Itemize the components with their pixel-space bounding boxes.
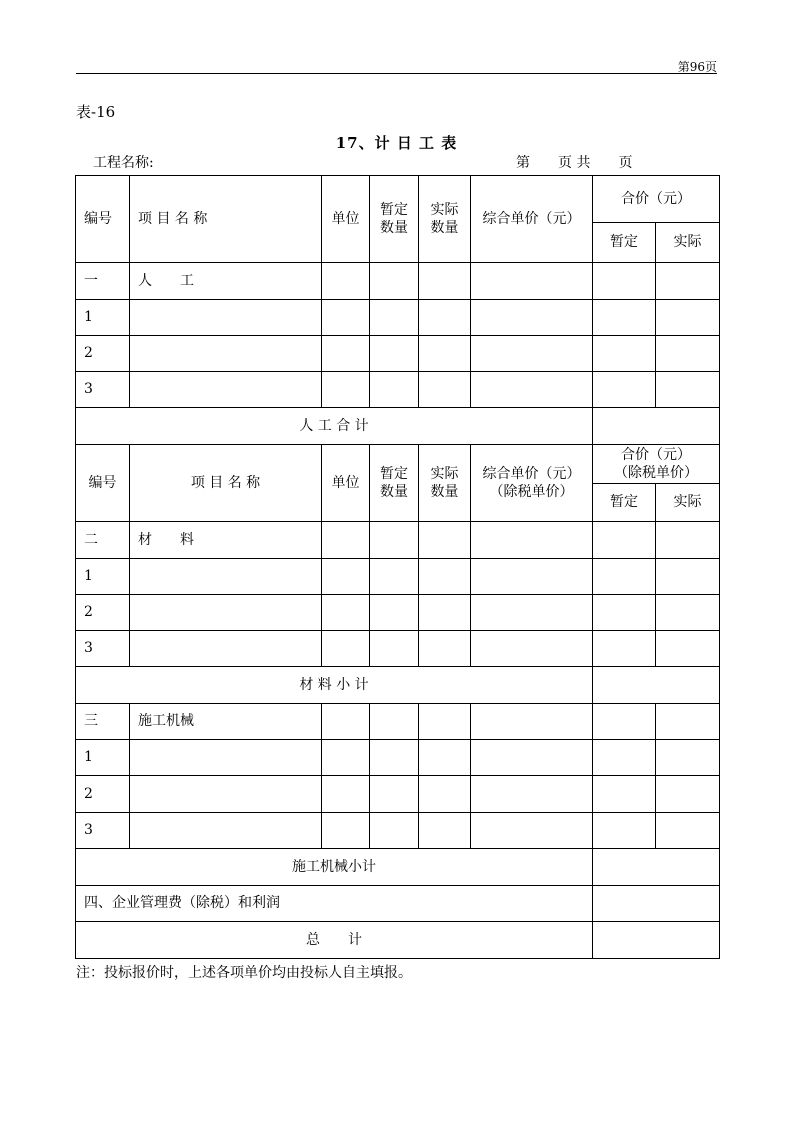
table-row bbox=[76, 631, 720, 667]
col-header-actual: 实际 bbox=[656, 223, 720, 263]
col-header-no: 编号 bbox=[76, 176, 130, 263]
col-header-unit: 单位 bbox=[322, 176, 370, 263]
row-number: 1 bbox=[76, 559, 130, 595]
row-number: 3 bbox=[76, 631, 130, 667]
table-row bbox=[76, 372, 720, 408]
material-subtotal-row bbox=[76, 667, 720, 704]
col-header-actual-qty-2-line2: 数量 bbox=[430, 484, 459, 500]
table-title: 17、计 日 工 表 bbox=[335, 134, 458, 152]
table-row bbox=[76, 813, 720, 849]
machinery-subtotal-label: 施工机械小计 bbox=[76, 849, 593, 886]
grand-total-row bbox=[76, 922, 720, 959]
labor-subtotal-row bbox=[76, 408, 720, 445]
header-row bbox=[76, 176, 720, 223]
machinery-name: 施工机械 bbox=[130, 704, 322, 740]
col-header-unit-price: 综合单价（元） bbox=[471, 176, 593, 263]
col-header-item-name-2: 项 目 名 称 bbox=[130, 445, 322, 522]
table-row bbox=[76, 776, 720, 813]
col-header-actual-qty-line1: 实际 bbox=[430, 201, 459, 218]
col-header-tentative-qty-2-line1: 暂定 bbox=[380, 465, 408, 482]
col-header-tentative-2: 暂定 bbox=[593, 484, 656, 522]
col-header-unit-price-2 bbox=[471, 445, 593, 522]
labor-subtotal-label: 人 工 合 计 bbox=[76, 408, 593, 445]
col-header-tentative-qty-2 bbox=[370, 445, 419, 522]
table-row bbox=[76, 300, 720, 336]
col-header-tentative-qty-2-line2: 数量 bbox=[380, 484, 408, 500]
col-header-unit-price-2-line1: 综合单价（元） bbox=[482, 465, 581, 482]
row-number: 2 bbox=[76, 336, 130, 372]
table-row bbox=[76, 559, 720, 595]
col-header-actual-qty-line2: 数量 bbox=[430, 220, 459, 236]
col-header-tentative-qty bbox=[370, 176, 419, 263]
col-header-unit-price-2-line2: （除税单价） bbox=[489, 484, 574, 500]
table-code: 表-16 bbox=[76, 103, 116, 121]
col-header-tentative: 暂定 bbox=[593, 223, 656, 263]
row-number: 2 bbox=[76, 776, 130, 813]
material-name: 材 料 bbox=[130, 522, 322, 559]
material-subtotal-label: 材 料 小 计 bbox=[76, 667, 593, 704]
section-row-material bbox=[76, 522, 720, 559]
col-header-actual-qty bbox=[419, 176, 471, 263]
grand-total-label: 总 计 bbox=[76, 922, 593, 959]
row-number: 3 bbox=[76, 372, 130, 408]
header-row-2 bbox=[76, 445, 720, 484]
page-count-label: 第 页 共 页 bbox=[516, 155, 633, 171]
machinery-code: 三 bbox=[76, 704, 130, 740]
row-number: 1 bbox=[76, 740, 130, 776]
section-row-machinery bbox=[76, 704, 720, 740]
table-row bbox=[76, 740, 720, 776]
material-code: 二 bbox=[76, 522, 130, 559]
row-number: 1 bbox=[76, 300, 130, 336]
management-fee-label: 四、企业管理费（除税）和利润 bbox=[76, 886, 593, 922]
col-header-actual-2: 实际 bbox=[656, 484, 720, 522]
col-header-actual-qty-2 bbox=[419, 445, 471, 522]
col-header-total-price-2-line1: 合价（元） bbox=[621, 446, 691, 463]
col-header-item-name: 项 目 名 称 bbox=[130, 176, 322, 263]
management-fee-row bbox=[76, 886, 720, 922]
col-header-total-price-2 bbox=[593, 445, 720, 484]
table-row bbox=[76, 595, 720, 631]
col-header-actual-qty-2-line1: 实际 bbox=[430, 465, 459, 482]
footnote: 注：投标报价时，上述各项单价均由投标人自主填报。 bbox=[76, 965, 412, 981]
col-header-total-price-2-line2: （除税单价） bbox=[614, 465, 698, 481]
col-header-tentative-qty-line2: 数量 bbox=[380, 220, 408, 236]
machinery-subtotal-row bbox=[76, 849, 720, 886]
col-header-no-2: 编号 bbox=[76, 445, 130, 522]
table-row bbox=[76, 336, 720, 372]
section-row-labor bbox=[76, 263, 720, 300]
labor-code: 一 bbox=[76, 263, 130, 300]
page-number: 第96页 bbox=[677, 60, 717, 74]
labor-name: 人 工 bbox=[130, 263, 322, 300]
col-header-unit-2: 单位 bbox=[322, 445, 370, 522]
col-header-tentative-qty-line1: 暂定 bbox=[380, 201, 408, 218]
row-number: 2 bbox=[76, 595, 130, 631]
row-number: 3 bbox=[76, 813, 130, 849]
project-name-label: 工程名称: bbox=[93, 155, 154, 171]
day-work-table bbox=[75, 175, 720, 959]
col-header-total-price: 合价（元） bbox=[593, 176, 720, 223]
header-rule bbox=[76, 73, 717, 74]
